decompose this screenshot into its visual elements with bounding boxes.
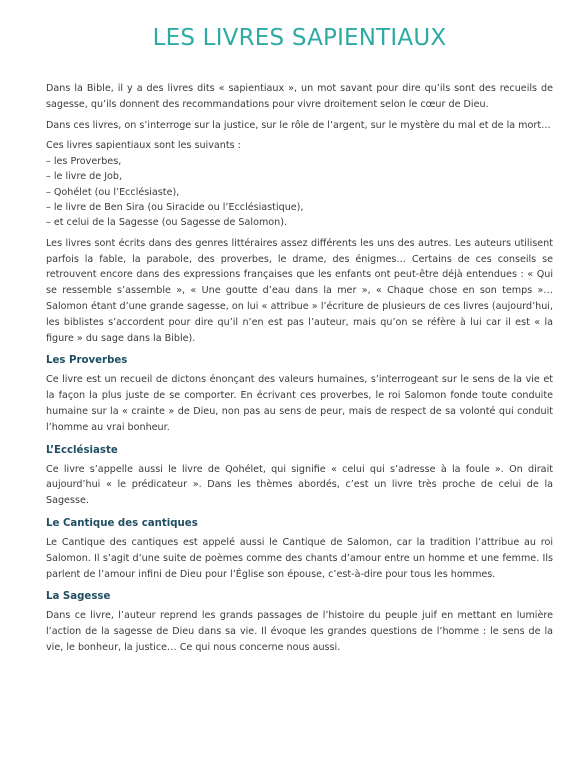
genres-paragraph: Les livres sont écrits dans des genres littéraires assez différents les uns des autres. Les auteurs utilisent parfois la fable, la parabole, des proverbes, le drame, des énigmes… Certains de ces conseils se retrouvent encore dans des expressions françaises que les enfants ont peut-être déjà entendues : « Qui se ressemble s’assemble », « Une goutte d’eau dans la mer », « Chaque chose en son temps »… Salomon étant d’une grande sagesse, on lui « attribue » l’écriture de plusieurs de ces livres (aujourd’hui, les biblistes s’accordent pour dire qu’il n’en est pas l’auteur, mais qu’on se réfère à lui car il est « la figure » du sage dans la Bible). — [46, 237, 553, 344]
section-heading-sagesse: La Sagesse — [46, 591, 111, 603]
intro-paragraph-1: Dans la Bible, il y a des livres dits « sapientiaux », un mot savant pour dire qu’ils sont des recueils de sagesse, qu’ils donnent des recommandations pour vivre droitement selon le cœur de Dieu. — [46, 83, 553, 110]
section-text-sagesse: Dans ce livre, l’auteur reprend les grands passages de l’histoire du peuple juif en mettant en lumière l’action de la sagesse de Dieu dans sa vie. Il évoque les grandes questions de l’homme : le sens de la vie, le bonheur, la justice… Ce qui nous concerne nous aussi. — [46, 610, 553, 653]
page-title: LES LIVRES SAPIENTIAUX — [152, 25, 447, 51]
section-heading-ecclesiaste: L’Ecclésiaste — [46, 444, 118, 456]
books-list — [46, 138, 553, 230]
list-item: – et celui de la Sagesse (ou Sagesse de Salomon). — [46, 217, 288, 229]
section-text-proverbes: Ce livre est un recueil de dictons énonçant des valeurs humaines, s’interrogeant sur le sens de la vie et la façon la plus juste de se comporter. En écrivant ces proverbes, le roi Salomon fonde toute conduite humaine sur la « crainte » de Dieu, non pas au sens de peur, mais de respect de sa volonté qui conduit l’homme au vrai bonheur. — [46, 374, 553, 433]
list-item: – Qohélet (ou l’Ecclésiaste), — [46, 186, 180, 198]
list-item: – le livre de Job, — [46, 171, 123, 183]
section-heading-cantique: Le Cantique des cantiques — [46, 517, 198, 529]
list-item: – le livre de Ben Sira (ou Siracide ou l’Ecclésiastique), — [46, 202, 304, 214]
intro-paragraph-2: Dans ces livres, on s’interroge sur la justice, sur le rôle de l’argent, sur le mystère du mal et de la mort… — [46, 119, 551, 131]
books-list-intro: Ces livres sapientiaux sont les suivants : — [46, 140, 241, 152]
section-text-cantique: Le Cantique des cantiques est appelé aussi le Cantique de Salomon, car la tradition l’attribue au roi Salomon. Il s’agit d’une suite de poèmes comme des chants d’amour entre un homme et une femme. Ils parlent de l’amour infini de Dieu pour l’Église son épouse, c’est-à-dire pour tous les hommes. — [46, 536, 553, 580]
section-heading-proverbes: Les Proverbes — [46, 355, 128, 367]
list-item: – les Proverbes, — [46, 155, 122, 167]
document-page — [46, 22, 553, 661]
section-text-ecclesiaste: Ce livre s’appelle aussi le livre de Qohélet, qui signifie « celui qui s’adresse à la foule ». On dirait aujourd’hui « le prédicateur ». Dans les thèmes abordés, c’est un livre très proche de celui de la Sagesse. — [46, 463, 553, 507]
